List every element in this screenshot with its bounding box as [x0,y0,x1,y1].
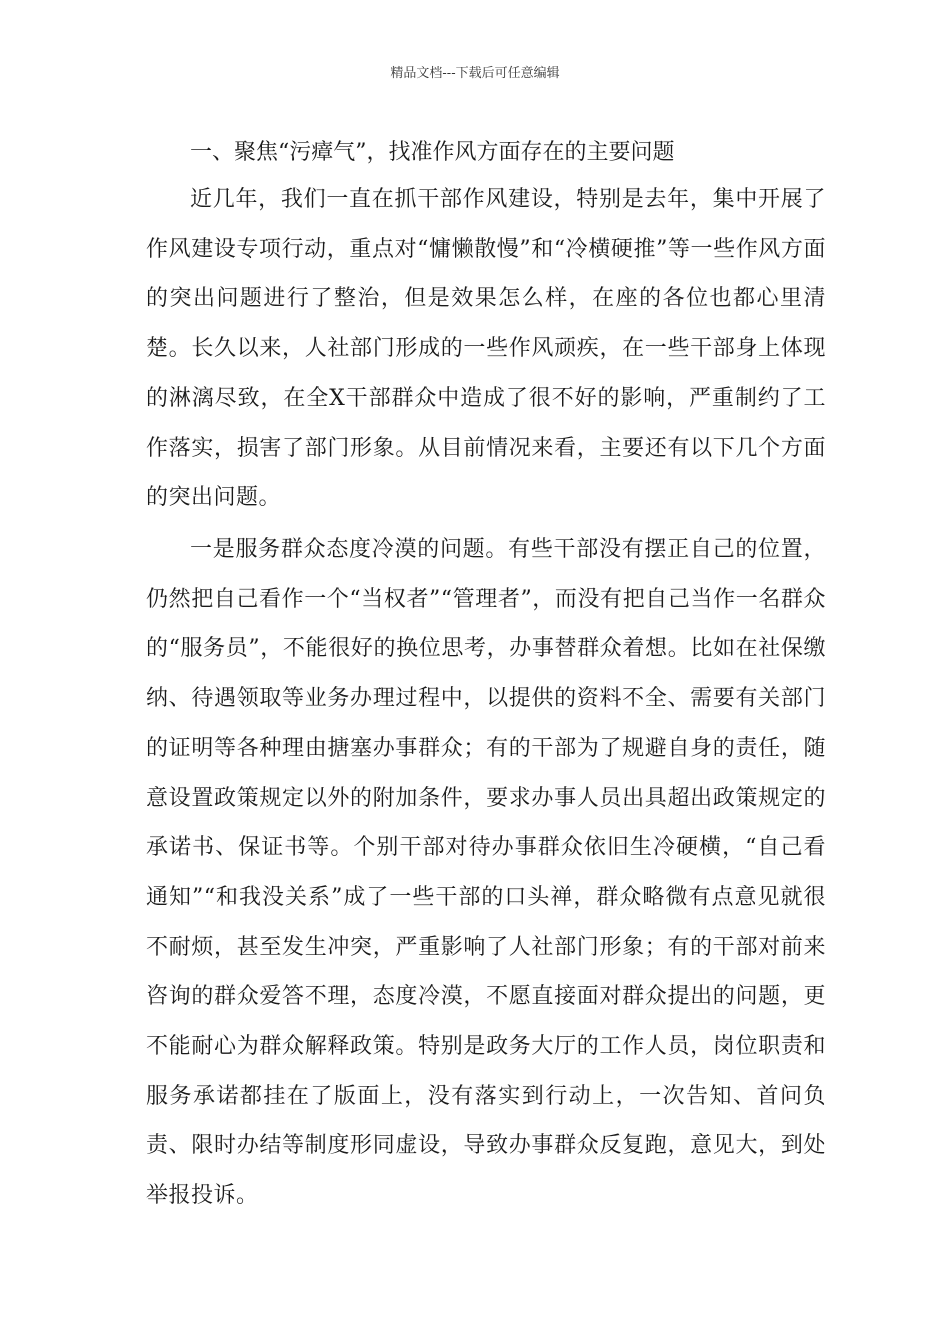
paragraph-1: 近几年，我们一直在抓干部作风建设，特别是去年，集中开展了作风建设专项行动，重点对“慵懒散慢”和“冷横硬推”等一些作风方面的突出问题进行了整治，但是效果怎么样，在座的各位也都心里清楚。长久以来，人社部门形成的一些作风顽疾，在一些干部身上体现的淋漓尽致，在全X干部群众中造成了很不好的影响，严重制约了工作落实，损害了部门形象。从目前情况来看，主要还有以下几个方面的突出问题。 [146,187,826,511]
paragraph-2: 一是服务群众态度冷漠的问题。有些干部没有摆正自己的位置，仍然把自己看作一个“当权者”“管理者”，而没有把自己当作一名群众的“服务员”，不能很好的换位思考，办事替群众着想。比如在社保缴纳、待遇领取等业务办理过程中，以提供的资料不全、需要有关部门的证明等各种理由搪塞办事群众；有的干部为了规避自身的责任，随意设置政策规定以外的附加条件，要求办事人员出具超出政策规定的承诺书、保证书等。个别干部对待办事群众依旧生冷硬横，“自己看通知”“和我没关系”成了一些干部的口头禅，群众略微有点意见就很不耐烦，甚至发生冲突，严重影响了人社部门形象；有的干部对前来咨询的群众爱答不理，态度冷漠，不愿直接面对群众提出的问题，更不能耐心为群众解释政策。特别是政务大厅的工作人员，岗位职责和服务承诺都挂在了版面上，没有落实到行动上，一次告知、首问负责、限时办结等制度形同虚设，导致办事群众反复跑，意见大，到处举报投诉。 [146,537,826,1209]
page-header: 精品文档---下载后可任意编辑 [390,66,560,81]
section-heading: 一、聚焦“污瘴气”，找准作风方面存在的主要问题 [190,140,675,165]
